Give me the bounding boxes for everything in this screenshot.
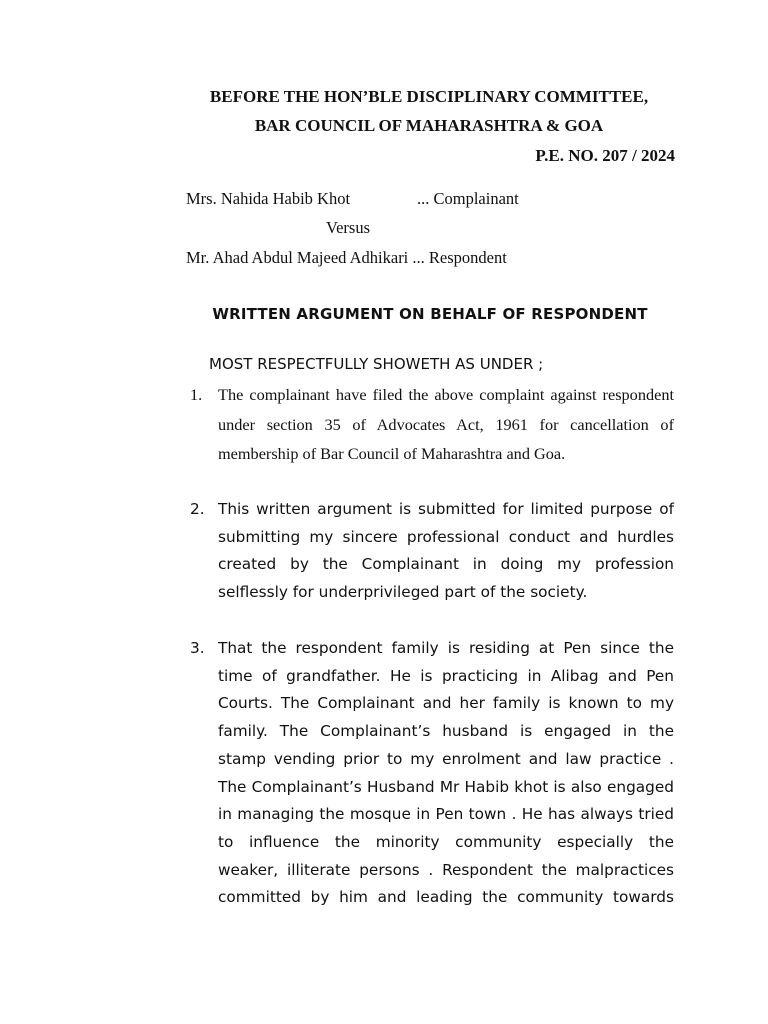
bar-council-heading: BAR COUNCIL OF MAHARASHTRA & GOA <box>254 116 604 135</box>
complainant-role: ... Complainant <box>417 189 519 208</box>
point-number: 1. <box>190 385 203 404</box>
showeth-line: MOST RESPECTFULLY SHOWETH AS UNDER ; <box>209 355 544 373</box>
case-number: P.E. NO. 207 / 2024 <box>535 146 675 165</box>
versus-label: Versus <box>326 218 370 237</box>
committee-heading: BEFORE THE HON’BLE DISCIPLINARY COMMITTEE, <box>209 87 649 106</box>
point-text: The complainant have filed the above complaint against respondent under section 35 of Advocates Act, 1961 for cancellation of membership of Bar Council of Maharashtra and Goa. <box>218 385 674 463</box>
point-number: 3. <box>190 639 205 657</box>
point-text: That the respondent family is residing at Pen since the time of grandfather. He is practicing in Alibag and Pen Courts. The Complainant and her family is known to my family. The Complainant’s husband is engaged in the stamp vending prior to my enrolment and law practice . The Complainant’s Husband Mr Habib khot is also engaged in managing the mosque in Pen town . He has always tried to influence the minority community especially the weaker, illiterate persons . Respondent the malpractices committed by him and leading the community towards <box>218 639 674 907</box>
document-title: WRITTEN ARGUMENT ON BEHALF OF RESPONDENT <box>212 305 648 323</box>
complainant-name: Mrs. Nahida Habib Khot <box>186 189 351 208</box>
point-text: This written argument is submitted for limited purpose of submitting my sincere professional conduct and hurdles created by the Complainant in doing my profession selflessly for underprivileged part of the society. <box>218 500 674 602</box>
respondent-line: Mr. Ahad Abdul Majeed Adhikari ... Respondent <box>186 248 507 267</box>
point-number: 2. <box>190 500 205 518</box>
